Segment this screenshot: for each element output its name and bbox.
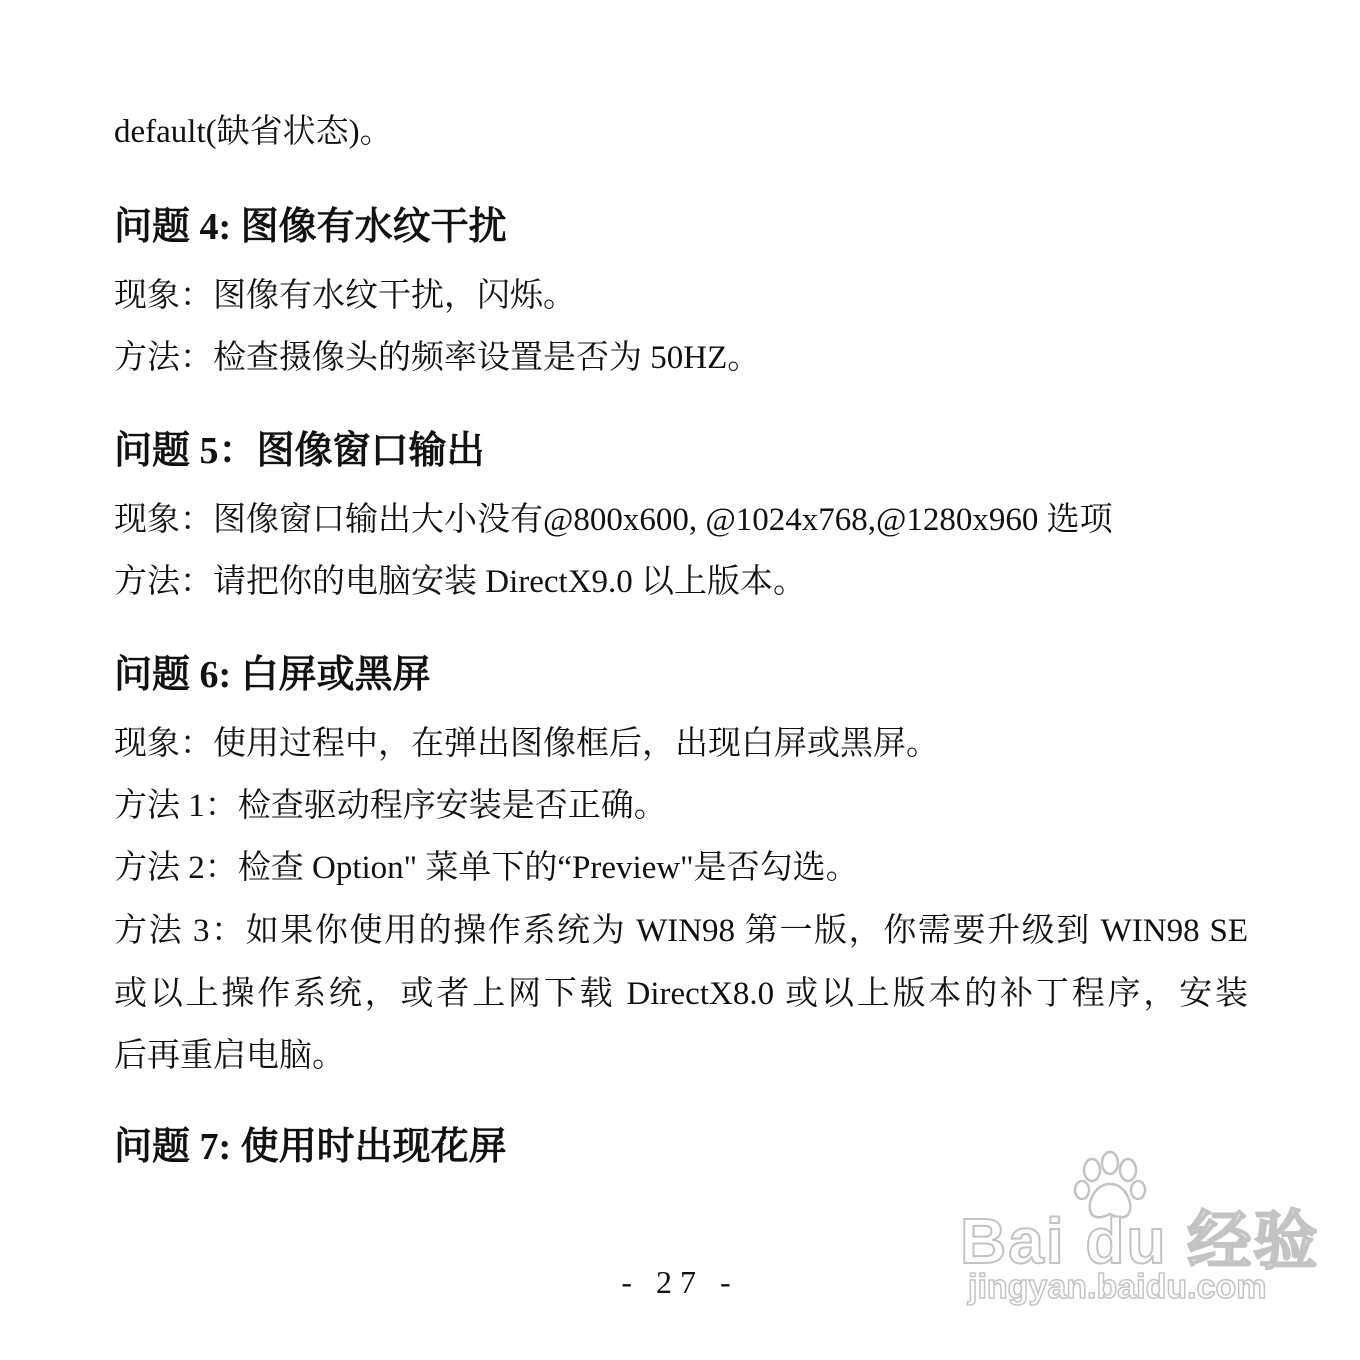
text-line: 后再重启电脑。 xyxy=(114,1038,345,1074)
watermark-brand: Bai du 经验 xyxy=(960,1205,1320,1277)
baidu-jingyan-watermark xyxy=(960,1150,1320,1320)
text-line: 现象：图像有水纹干扰，闪烁。 xyxy=(114,278,576,314)
text-line: 方法 3：如果你使用的操作系统为 WIN98 第一版，你需要升级到 WIN98 SE xyxy=(114,913,1248,949)
text-line: 方法：请把你的电脑安装 DirectX9.0 以上版本。 xyxy=(114,564,807,600)
section-heading: 问题 7: 使用时出现花屏 xyxy=(114,1126,507,1168)
section-heading: 问题 6: 白屏或黑屏 xyxy=(114,654,431,696)
text-line: 现象：使用过程中，在弹出图像框后，出现白屏或黑屏。 xyxy=(114,726,939,762)
page-number: - 27 - xyxy=(621,1264,739,1300)
section-heading: 问题 5：图像窗口输出 xyxy=(114,430,485,472)
watermark-url: jingyan.baidu.com xyxy=(968,1268,1267,1306)
text-line: 方法 1：检查驱动程序安装是否正确。 xyxy=(114,788,667,824)
text-line: default(缺省状态)。 xyxy=(114,114,393,150)
text-line: 现象：图像窗口输出大小没有@800x600, @1024x768,@1280x960 选项 xyxy=(114,502,1113,538)
text-line: 方法 2：检查 Option" 菜单下的“Preview"是否勾选。 xyxy=(114,850,859,886)
section-heading: 问题 4: 图像有水纹干扰 xyxy=(114,206,507,248)
text-line: 方法：检查摄像头的频率设置是否为 50HZ。 xyxy=(114,340,761,376)
text-line: 或以上操作系统，或者上网下载 DirectX8.0 或以上版本的补丁程序，安装 xyxy=(114,976,1248,1012)
